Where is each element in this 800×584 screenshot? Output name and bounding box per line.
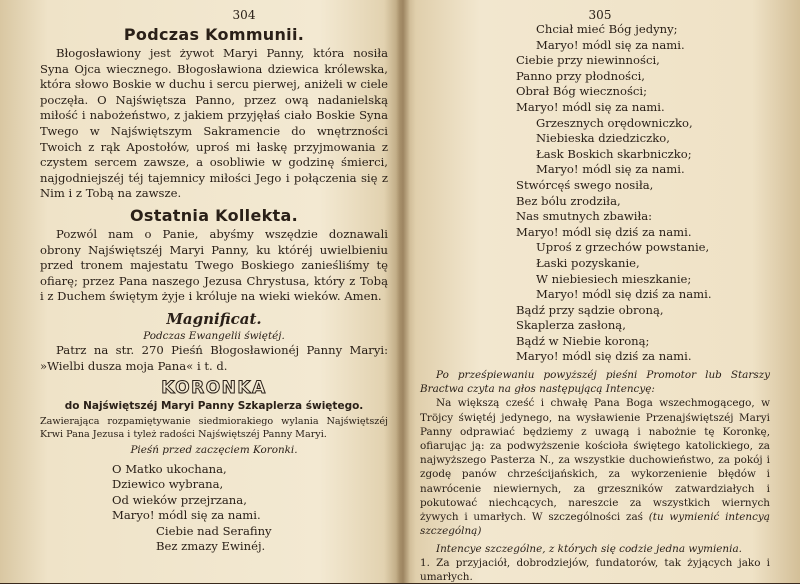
right-page [420, 8, 770, 584]
koronka-subheading: do Najświętszéj Maryi Panny Szkaplerza świętego. [64, 400, 364, 413]
rubric-special-intentions: Intencye szczególne, z których się codzie jedna wymienia. [436, 542, 742, 555]
verse-line: Obrał Bóg wieczności; [516, 84, 648, 99]
song-verse [40, 462, 388, 556]
book-gutter [396, 0, 410, 583]
verse-line: Ciebie nad Serafiny [156, 523, 272, 538]
song-verse [420, 22, 770, 365]
verse-line: Maryo! módl się za nami. [112, 508, 261, 523]
page-number: 305 [588, 8, 612, 22]
heading-last-collect: Ostatnia Kollekta. [130, 205, 298, 225]
paragraph-intention [420, 396, 770, 538]
verse-line: Nas smutnych zbawiła: [516, 209, 653, 224]
left-page [40, 8, 388, 555]
heading-communion: Podczas Kommunii. [123, 25, 305, 44]
verse-line: Bez bólu zrodziła, [516, 193, 621, 208]
verse-line: Maryo! módl się za nami. [536, 37, 685, 52]
verse-line: Stwórcęś swego nosiła, [516, 177, 654, 192]
paragraph-communion: Błogosławiony jest żywot Maryi Panny, która nosiła Syna Ojca wiecznego. Błogosławiona dziewica królewska, która słowo Boskie w duchu i sercu pierwej, aniżeli w ciele poczęła. O Najświętsza Panno, przez ową nadanielską miłość i nabożeństwo, z jakiem przyjęłaś ciało Boskie Syna Twego w Najświętszym Sakramencie do wnętrzności Twoich z rąk Apostołów, uproś mi łaskę przyjmowania z czystem sercem zawsze, a osobliwie w godzinę śmierci, najgodniejszéj téj tajemnicy miłości Jego i połączenia się z Nim i z Tobą na zawsze. [40, 46, 388, 201]
page-number: 304 [232, 8, 256, 22]
verse-line: Chciał mieć Bóg jedyny; [536, 22, 678, 36]
verse-line: Panno przy płodności, [516, 68, 645, 83]
intention-italic: (tu wymienić intencyą szczególną) [420, 511, 770, 538]
heading-koronka: KORONKA [161, 378, 267, 399]
verse-line: Bez zmazy Ewinéj. [156, 539, 266, 554]
rubric-intention: Po prześpiewaniu powyższéj pieśni Promotor lub Starszy Bractwa czyta na głos następującą Intencyę: [420, 369, 770, 396]
verse-line: Maryo! módl się dziś za nami. [516, 224, 692, 239]
verse-line: Maryo! módl się dziś za nami. [516, 349, 692, 364]
verse-line: Łaski pozyskanie, [536, 255, 640, 270]
verse-line: Od wieków przejrzana, [112, 492, 247, 507]
verse-line: Ciebie przy niewinności, [516, 53, 660, 68]
paragraph-magnificat: Patrz na str. 270 Pieśń Błogosławionéj Panny Maryi: »Wielbi dusza moja Pana« i t. d. [40, 343, 388, 373]
verse-line: Uproś z grzechów powstanie, [536, 240, 710, 255]
heading-magnificat: Magnificat. [166, 309, 262, 328]
paragraph-collect: Pozwól nam o Panie, abyśmy wszędzie doznawali obrony Najświętszéj Maryi Panny, ku któréj uwielbieniu przed tronem majestatu Twego Boskiego zanieśliśmy tę ofiarę; przez Pana naszego Jezusa Chrystusa, który z Tobą i z Duchem świętym żyje i króluje na wieki wieków. Amen. [40, 226, 388, 304]
intention-item-1: 1. Za przyjaciół, dobrodziejów, fundatorów, tak żyjących jako i umarłych. [420, 556, 770, 583]
verse-line: O Matko ukochana, [112, 461, 227, 476]
intention-text: Na większą cześć i chwałę Pana Boga wszechmogącego, w Tröjcy świętéj jedynego, na wysławienie Przenajświętszéj Maryi Panny odprawiać będziemy z uwagą i nabożnie tę Koronkę, ofiarując ją: za podwyższenie kościoła świętego katolickiego, za najwyższego Pasterza N., za wszystkie duchowieństwo, za pokój i zgodę panów chrześcijańskich, za wykorzenienie błędów i nawrócenie niewiernych, za grzeszników zatwardziałych i pokutować niechcących, nareszcie za wszystkich wiernych żywych i umarłych. W szczególności zaś [420, 397, 770, 524]
koronka-description: Zawierająca rozpamiętywanie siedmiorakiego wylania Najświętszéj Krwi Pana Jezusa i tyleż radości Najświętszéj Panny Maryi. [40, 416, 388, 441]
verse-line: Maryo! módl się dziś za nami. [536, 287, 712, 302]
verse-line: Bądź przy sądzie obroną, [516, 302, 664, 317]
verse-line: Grzesznych orędowniczko, [536, 115, 693, 130]
verse-line: Maryo! módl się za nami. [516, 99, 665, 114]
verse-line: Maryo! módl się za nami. [536, 162, 685, 177]
verse-line: Łask Boskich skarbniczko; [536, 146, 692, 161]
verse-line: Niebieska dziedziczko, [536, 131, 670, 146]
verse-line: Bądź w Niebie koroną; [516, 333, 650, 348]
verse-line: Skaplerza zasłoną, [516, 318, 626, 333]
subtitle-magnificat: Podczas Ewangelii świętéj. [143, 329, 285, 342]
verse-line: W niebiesiech mieszkanie; [536, 271, 692, 286]
subtitle-song: Pieśń przed zaczęciem Koronki. [130, 444, 298, 457]
verse-line: Dziewico wybrana, [112, 477, 224, 492]
